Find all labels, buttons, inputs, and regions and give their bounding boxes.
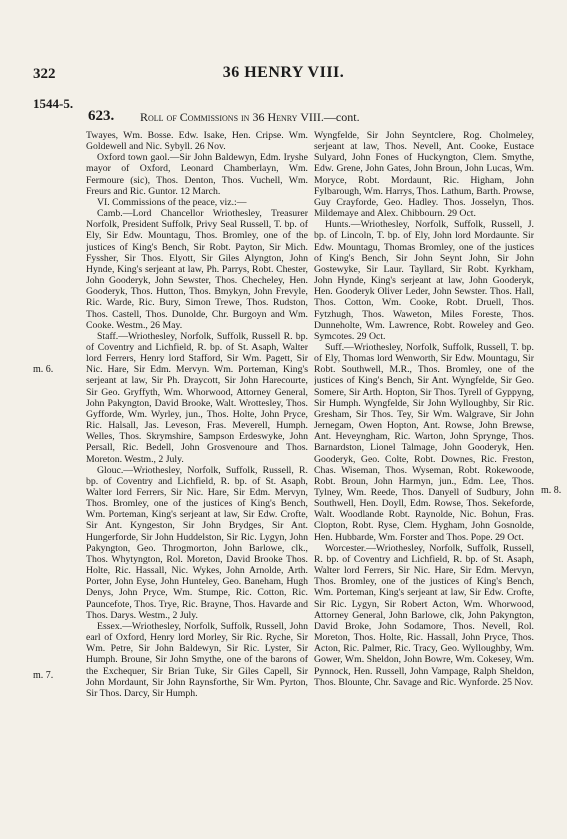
paragraph: Glouc.—Wriothesley, Norfolk, Suffolk, Russell, R. bp. of Coventry and Lichfield, R. bp. of St. Asaph, Walter lord Ferrers, Sir Nic. Hare, Sir Edm. Mervyn, Thos. Bromley, one of the justices of King's Bench, Wm. Porteman, King's serjeant at law, Sir Edw. Crofte, Sir Ant. Kyngeston, Sir John Brydges, Sir Ant. Hungerforde, Sir John Huddelston, Sir Ric. Lygyn, John Pakyngton, Geo. Throgmorton, John Barlowe, clk., Thos. Whytyngton, Rol. Moreton, David Brooke Thos. Holte, Ric. Hassall, Nic. Wykes, John Arnolde, Arth. Porter, John Eyse, John Hunteley, Geo. Baneham, Hugh Denys, John Pryce, Wm. Stumpe, Ric. Cotton, Ric. Pauncefote, Thos. Trye, Ric. Brayne, Thos. Havarde and Thos. Darys. Westm., 2 July. <box>86 464 308 621</box>
margin-note-m6: m. 6. <box>33 364 54 375</box>
document-title <box>140 110 360 125</box>
paragraph: Hunts.—Wriothesley, Norfolk, Suffolk, Russell, J. bp. of Lincoln, T. bp. of Ely, John lord Mordaunte. Sir Edw. Mountagu, Thomas Bromley, one of the justices of King's Bench, Sir John Seynt John, Sir John Gostewyke, Sir Laur. Tayllard, Sir Robt. Kyrkham, John Hynde, King's serjeant at law, John Gooderyk, Hen. Gooderyk Oliver Leder, John Sewster. Thos. Hall, Thos. Cotton, Wm. Cooke, Robt. Druell, Thos. Fytzhugh, Thos. Waweton, Miles Foreste, Thos. Dunneholte, Wm. Lawrence, Robt. Roweley and Geo. Symcotes. 29 Oct. <box>314 219 534 342</box>
paragraph: Oxford town gaol.—Sir John Baldewyn, Edm. Iryshe mayor of Oxford, Leonard Chamberlayn, Wm. Fermoure (sic), Thos. Denton, Thos. Vuchell, Wm. Freurs and Ric. Guntor. 12 March. <box>86 152 308 197</box>
paragraph: Worcester.—Wriothesley, Norfolk, Suffolk, Russell, R. bp. of Coventry and Lichfield, R. bp. of St. Asaph, Walter lord Ferrers, Sir Nic. Hare, Sir Edm. Mervyn, Thos. Bromley, one of the justices of King's Bench, Wm. Porteman, King's serjeant at law, Sir Edw. Crofte, Sir Ric. Lygyn, Sir Robert Acton, Wm. Whorwood, Attorney General, John Barlowe, clk, John Pakyngton, David Broke, John Sodamore, Thos. Nevell, Rol. Moreton, Thos. Holte, Ric. Hassall, John Pryce, Thos. Acton, Ric. Palmer, Ric. Tracy, Geo. Wylloughby, Wm. Gower, Wm. Sheldon, John Bowre, Wm. Cokesey, Wm. Pynnock, Hen. Russell, John Vampage, Ralph Sheldon, Thos. Blounte, Chr. Savage and Ric. Wynforde. 25 Nov. <box>314 542 534 688</box>
running-title: 36 HENRY VIII. <box>222 64 345 81</box>
margin-note-m7: m. 7. <box>33 670 54 681</box>
left-column <box>86 130 308 830</box>
paragraph: Twayes, Wm. Bosse. Edw. Isake, Hen. Cripse. Wm. Goldewell and Nic. Sybyll. 26 Nov. <box>86 130 308 153</box>
document-title-text: Roll of Commissions in 36 Henry VIII. <box>140 110 324 124</box>
paragraph: Essex.—Wriothesley, Norfolk, Suffolk, Russell, John earl of Oxford, Henry lord Morley, Sir Ric. Ryche, Sir Wm. Petre, Sir John Baldewyn, Sir Ric. Lyster, Sir Humph. Broune, Sir John Smythe, one of the barons of the Exchequer, Sir Brian Tuke, Sir Giles Capell, Sir John Mordaunt, Sir John Raynsforthe, Sir Wm. Pyrton, Sir Thos. Darcy, Sir Humph. <box>86 620 308 699</box>
paragraph: Suff.—Wriothesley, Norfolk, Suffolk, Russell, T. bp. of Ely, Thomas lord Wenworth, Sir Edw. Mountagu, Sir Robt. Southwell, M.R., Thos. Bromley, one of the justices of King's Bench, Sir Ant. Wyngfelde, Sir Geo. Somere, Sir Arth. Hopton, Sir Thos. Tyrell of Gyppyng, Sir Humph. Wyngfelde, Sir John Wylloughby, Sir Ric. Gresham, Sir Thos. Tey, Sir Wm. Walgrave, Sir John Jernegam, Owen Hopton, Ant. Rowse, John Brewse, Ant. Heveyngham, Ric. Warton, John Sprynge, Thos. Barnardston, Lionel Talmage, John Gooderyk, Hen. Gooderyk, Geo. Colte, Robt. Downes, Ric. Freston, Chas. Wiseman, Thos. Wyseman, Robt. Rokewoode, Robt. Broun, John Harmyn, jun., Edm. Lee, Thos. Tylney, Wm. Reede, Thos. Danyell of Sudbury, John Southwell, Hen. Doyll, Edm. Rowse, Thos. Sekeforde, Walt. Woodlande Robt. Raynolde, Nic. Bohun, Fras. Clopton, Robt. Ryse, Clem. Hygham, John Gosnolde, Hen. Hubbarde, Wm. Forster and Thos. Pope. 29 Oct. <box>314 341 534 543</box>
paragraph: Wyngfelde, Sir John Seyntclere, Rog. Cholmeley, serjeant at law, Thos. Nevell, Ant. Cooke, Eustace Sulyard, John Fones of Huckyngton, Clem. Smythe, Edw. Grene, John Gates, John Broun, John Lucas, Wm. Moryce, Robt. Mordaunt, Ric. Higham, John Fylbarough, Wm. Harrys, Thos. Lathum, Barth. Prowse, Guy Crayforde, Geo. Hadley. Thos. Josselyn, Thos. Mildemaye and Alex. Chibbourn. 29 Oct. <box>314 130 534 220</box>
margin-note-m8: m. 8. <box>541 485 562 496</box>
section-heading: VI. Commissions of the peace, viz.:— <box>97 196 247 208</box>
paragraph: Staff.—Wriothesley, Norfolk, Suffolk, Russell R. bp. of Coventry and Lichfield, R. bp. of St. Asaph, Walter lord Ferrers, Henry lord Stafford, Sir Wm. Pagett, Sir Nic. Hare, Sir Edm. Mervyn. Wm. Porteman, King's serjeant at law, Sir Ph. Draycott, Sir John Harecourte, Sir Geo. Gryffyth, Wm. Whorwood, Attorney General, John Pakyngton, David Brooke, Walt. Wrottesley, Thos. Gyfforde, Wm. Wyrley, jun., Thos. Holte, John Pryce, Ric. Halsall, Jas. Leveson, Fras. Meverell, Humph. Welles, Thos. Skrymshire, Sampson Erdeswyke, John Persall, Ric. Bedell, John Grosvenoure and Thos. Moreton. Westm., 2 July. <box>86 330 308 465</box>
right-column <box>314 130 534 830</box>
document-number: 623. <box>88 108 115 124</box>
year-margin: 1544-5. <box>33 96 74 111</box>
document-title-suffix: —cont. <box>323 110 360 124</box>
paragraph: Camb.—Lord Chancellor Wriothesley, Treasurer Norfolk, President Suffolk, Privy Seal Russell, T. bp. of Ely, Sir Edw. Mountagu, Thos. Bromley, one of the justices of King's Bench, Sir Robt. Payton, Sir Mich. Fyssher, Sir Thos. Elyott, Sir Giles Alyngton, John Hynde, King's serjeant at law, Ph. Parrys, Robt. Chester, John Gooderyk, John Sewster, Thos. Checheley, Hen. Gooderyk, Thos. Hutton, Thos. Bmykyn, John Frevyle, Ric. Warde, Ric. Bury, Simon Trewe, Thos. Rudston, Thos. Castell, Thos. Dunolde, Chr. Burgoyn and Wm. Cooke. Westm., 26 May. <box>86 208 308 331</box>
page-number: 322 <box>33 66 56 82</box>
